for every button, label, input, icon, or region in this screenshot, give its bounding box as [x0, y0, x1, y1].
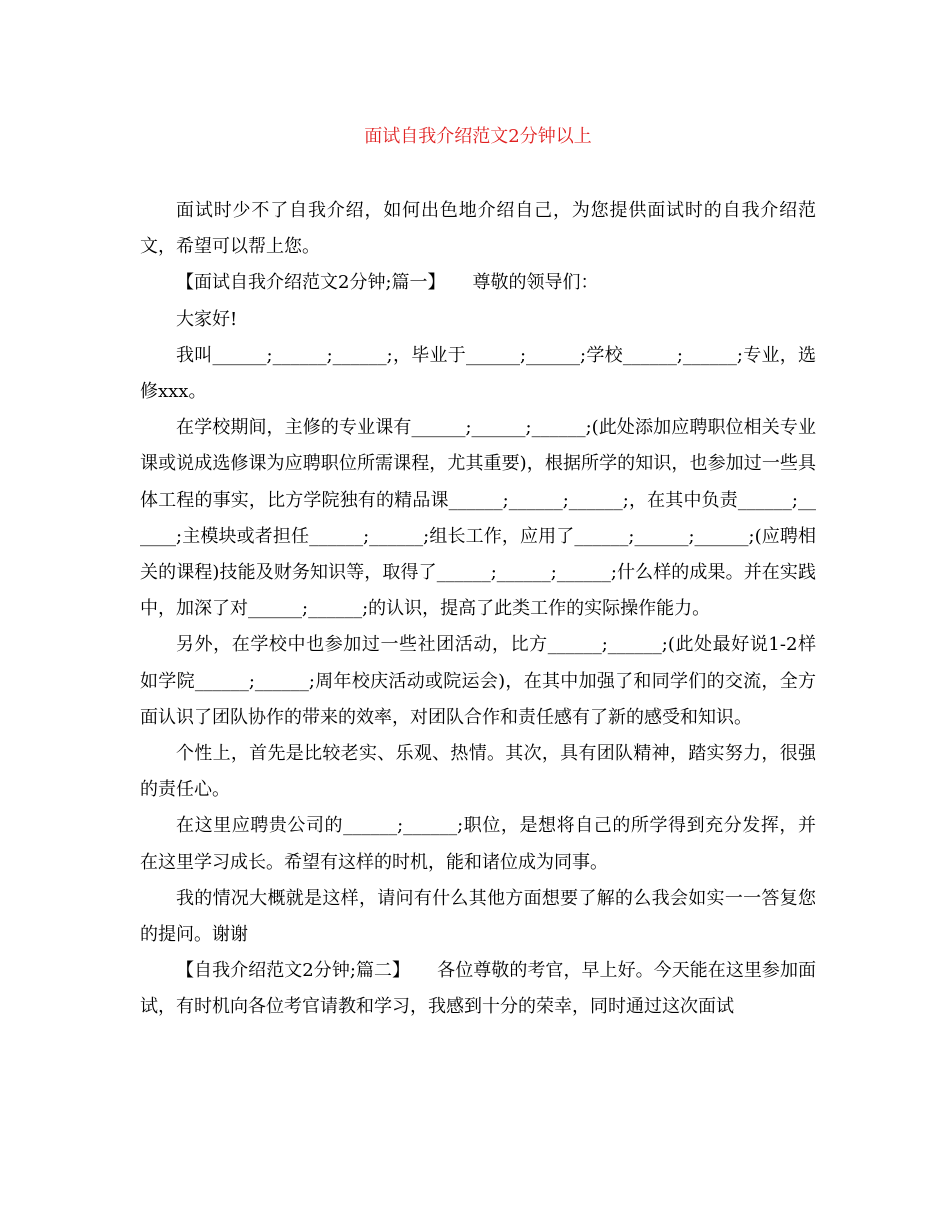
paragraph-name-school: 我叫______;______;______;，毕业于______;______;学校______;______;专业，选修xxx。: [140, 344, 816, 403]
paragraph-closing: 我的情况大概就是这样，请问有什么其他方面想要了解的么我会如实一一答复您的提问。谢谢: [140, 887, 816, 946]
document-title: 面试自我介绍范文2分钟以上: [364, 126, 592, 147]
paragraph-activities: 另外，在学校中也参加过一些社团活动，比方______;______;(此处最好说1-2样如学院______;______;周年校庆活动或院运会)，在其中加强了和同学们的交流，全方面认识了团队协作的带来的效率，对团队合作和责任感有了新的感受和知识。: [140, 634, 816, 728]
paragraph-courses: 在学校期间，主修的专业课有______;______;______;(此处添加应聘职位相关专业课或说成选修课为应聘职位所需课程，尤其重要)，根据所学的知识，也参加过一些具体工程的事实，比方学院独有的精品课______;______;______;，在其中负责______;______;主模块或者担任______;______;组长工作，应用了______;______;______;(应聘相关的课程)技能及财务知识等，取得了______;______;______;什么样的成果。并在实践中，加深了对______;______;的认识，提高了此类工作的实际操作能力。: [140, 417, 816, 620]
paragraph-section-two: 【自我介绍范文2分钟;篇二】 各位尊敬的考官，早上好。今天能在这里参加面试，有时机向各位考官请教和学习，我感到十分的荣幸，同时通过这次面试: [140, 960, 816, 1018]
document-body: [140, 193, 816, 1026]
paragraph-personality: 个性上，首先是比较老实、乐观、热情。其次，具有团队精神，踏实努力，很强的责任心。: [140, 743, 816, 801]
paragraph-section-one-heading: 【面试自我介绍范文2分钟;篇一】 尊敬的领导们：: [176, 272, 599, 294]
paragraph-intro: 面试时少不了自我介绍，如何出色地介绍自己，为您提供面试时的自我介绍范文，希望可以帮上您。: [140, 200, 816, 258]
paragraph-position: 在这里应聘贵公司的______;______;职位，是想将自己的所学得到充分发挥，并在这里学习成长。希望有这样的时机，能和诸位成为同事。: [140, 815, 816, 873]
paragraph-greeting: 大家好!: [176, 308, 238, 330]
